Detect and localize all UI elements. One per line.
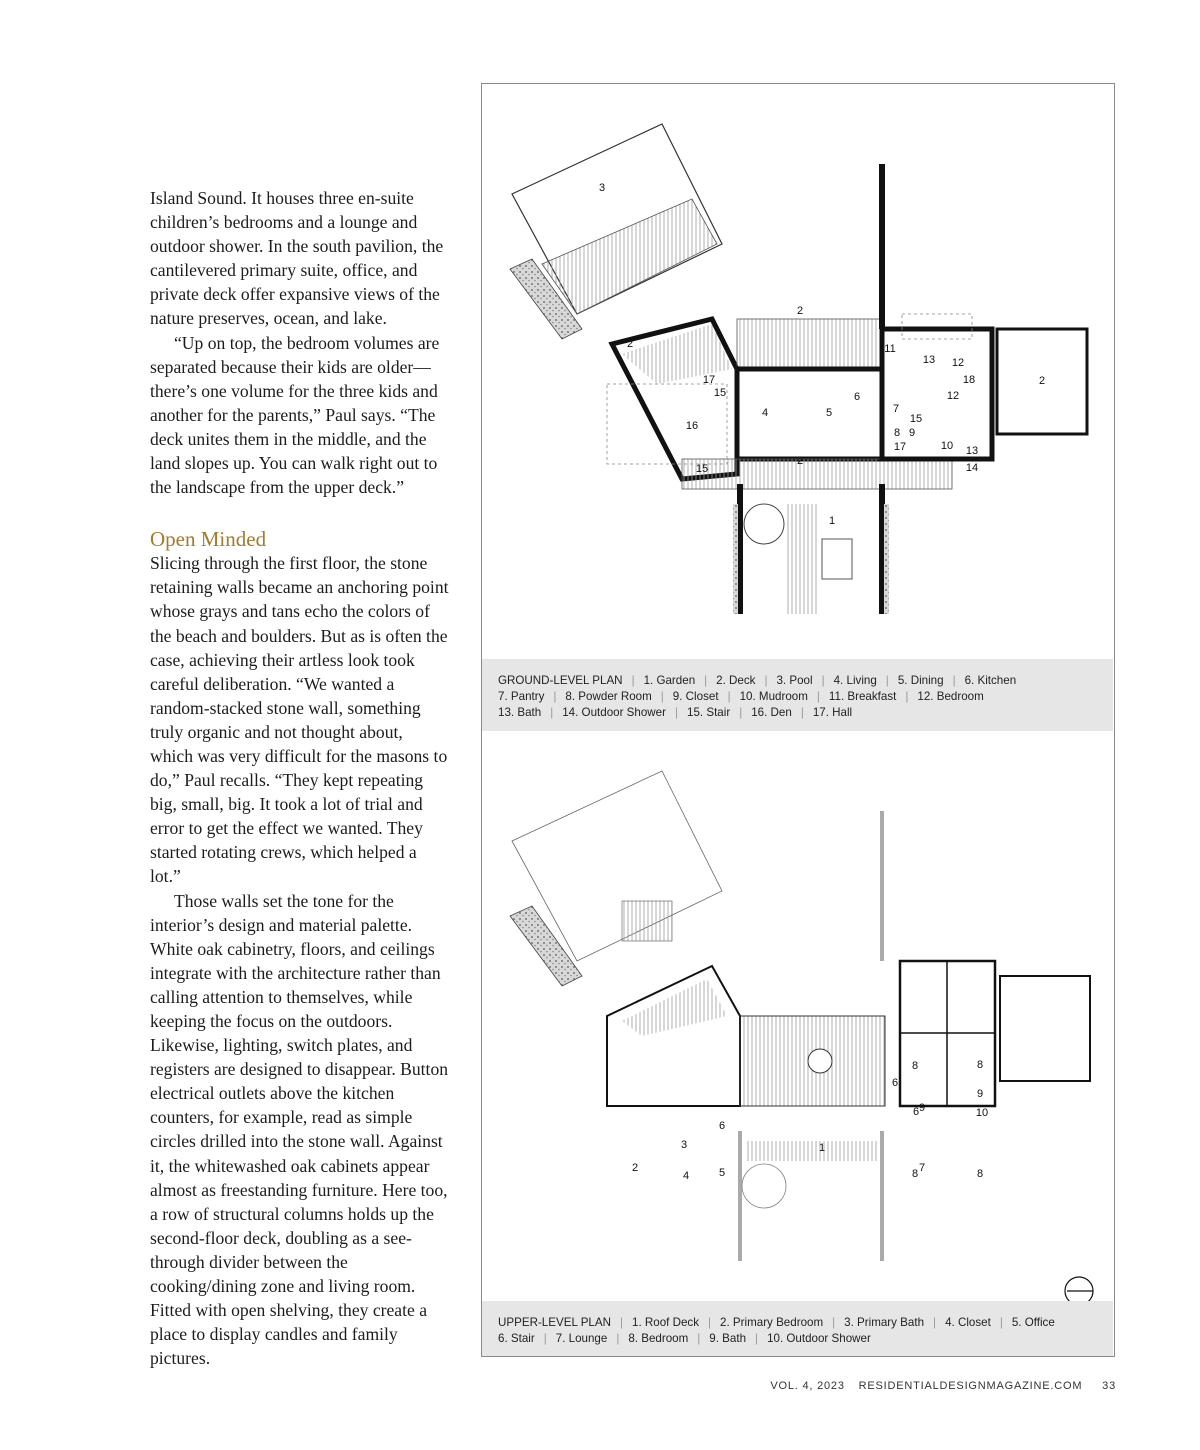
legend-item: 1. Roof Deck <box>632 1316 700 1329</box>
room-label: 10 <box>940 440 954 452</box>
article-section-intro <box>150 186 450 499</box>
room-label: 8 <box>976 1059 984 1071</box>
tree <box>744 504 784 544</box>
room-label: 15 <box>713 387 727 399</box>
room-label: 18 <box>962 374 976 386</box>
legend-separator: | <box>832 1316 836 1329</box>
room-label: 1 <box>828 515 836 527</box>
room-label: 9 <box>976 1088 984 1100</box>
room-label: 12 <box>951 357 965 369</box>
legend-item: 7. Pantry <box>498 690 545 703</box>
legend-item: 6. Kitchen <box>964 674 1017 687</box>
legend-item: 4. Closet <box>945 1316 991 1329</box>
legend-separator: | <box>739 706 743 719</box>
legend-separator: | <box>697 1332 701 1345</box>
article-paragraph: “Up on top, the bedroom volumes are separated because their kids are older—there’s one volume for the three kids and another for the parents,” Paul says. “The deck unites them in the middle, and the land slopes up. You can walk right out to the landscape from the upper deck.” <box>150 332 440 498</box>
legend-row <box>498 1331 1097 1347</box>
legend-item: 16. Den <box>751 706 792 719</box>
legend-item: 13. Bath <box>498 706 542 719</box>
legend-item: 6. Stair <box>498 1332 535 1345</box>
legend-item: 3. Pool <box>776 674 813 687</box>
legend-item: 8. Bedroom <box>628 1332 689 1345</box>
legend-item: 14. Outdoor Shower <box>562 706 666 719</box>
article-paragraph: Those walls set the tone for the interior’s design and material palette. White oak cabinetry, floors, and ceilings integrate with the architecture rather than calling attention to themselves, while keeping the focus on the outdoors. Likewise, lighting, switch plates, and registers are designed to disappear. Button electrical outlets above the kitchen counters, for example, read as simple circles drilled into the stone wall. Against it, the whitewashed oak cabinets appear almost as freestanding furniture. Here too, a row of structural columns holds up the second-floor deck, doubling as a see-through divider between the cooking/dining zone and living room. Fitted with open shelving, they create a place to display candles and family pictures. <box>150 890 449 1369</box>
room-label: 5 <box>718 1167 726 1179</box>
room-label: 2 <box>626 338 634 350</box>
room-label: 2 <box>1038 375 1046 387</box>
room-label: 13 <box>965 445 979 457</box>
room-label: 7 <box>918 1162 926 1174</box>
upper-stair-block <box>622 901 672 941</box>
legend-separator: | <box>708 1316 712 1329</box>
article-section-open-minded <box>150 551 450 1370</box>
room-label: 10 <box>975 1107 989 1119</box>
room-label: 2 <box>796 305 804 317</box>
room-label: 12 <box>946 390 960 402</box>
legend-separator: | <box>660 690 664 703</box>
east-wing <box>882 329 992 459</box>
legend-separator: | <box>999 1316 1003 1329</box>
legend-separator: | <box>885 674 889 687</box>
legend-row <box>498 705 1097 721</box>
legend-item: 15. Stair <box>687 706 731 719</box>
floor-plans-panel <box>481 83 1115 1357</box>
section-heading: Open Minded <box>150 527 267 552</box>
room-label: 6 <box>891 1077 899 1089</box>
legend-separator: | <box>543 1332 547 1345</box>
room-label: 2 <box>796 455 804 467</box>
legend-item: 7. Lounge <box>555 1332 608 1345</box>
primary-deck-hatch <box>622 979 727 1036</box>
legend-item: 8. Powder Room <box>565 690 652 703</box>
central-deck-top <box>737 319 882 369</box>
room-label: 2 <box>631 1162 639 1174</box>
stone-wall-upper <box>510 906 582 986</box>
room-label: 7 <box>892 403 900 415</box>
legend-item: 12. Bedroom <box>917 690 984 703</box>
upper-level-legend <box>482 1301 1113 1356</box>
legend-row <box>498 673 1097 689</box>
legend-item: 2. Deck <box>716 674 756 687</box>
room-label: 6 <box>853 391 861 403</box>
legend-separator: | <box>952 674 956 687</box>
room-label: 17 <box>702 374 716 386</box>
legend-row <box>498 1315 1097 1331</box>
legend-separator: | <box>755 1332 759 1345</box>
north-arrow-icon <box>1065 1277 1093 1301</box>
legend-item: 11. Breakfast <box>828 690 897 703</box>
legend-row <box>498 689 1097 705</box>
roof-deck-table <box>808 1049 832 1073</box>
room-label: 3 <box>598 182 606 194</box>
site-label: RESIDENTIALDESIGNMAGAZINE.COM <box>858 1380 1083 1392</box>
legend-item: 10. Outdoor Shower <box>767 1332 871 1345</box>
room-label: 8 <box>911 1060 919 1072</box>
legend-item: 5. Dining <box>897 674 944 687</box>
plan-title: UPPER-LEVEL PLAN <box>498 1316 611 1329</box>
legend-separator: | <box>550 706 554 719</box>
upper-deck-hatch <box>542 199 717 314</box>
legend-item: 9. Closet <box>672 690 719 703</box>
legend-separator: | <box>704 674 708 687</box>
central-living <box>737 369 882 459</box>
legend-separator: | <box>764 674 768 687</box>
room-label: 17 <box>893 441 907 453</box>
den-deck-hatch <box>622 324 732 384</box>
room-label: 13 <box>922 354 936 366</box>
room-label: 15 <box>695 463 709 475</box>
room-label: 6 <box>912 1106 920 1118</box>
legend-item: 5. Office <box>1011 1316 1055 1329</box>
legend-separator: | <box>905 690 909 703</box>
room-label: 4 <box>761 407 769 419</box>
legend-separator: | <box>616 1332 620 1345</box>
legend-separator: | <box>674 706 678 719</box>
room-label: 11 <box>884 343 896 355</box>
legend-separator: | <box>553 690 557 703</box>
volume-label: VOL. 4, 2023 <box>770 1380 845 1392</box>
legend-separator: | <box>727 690 731 703</box>
legend-item: 9. Bath <box>709 1332 747 1345</box>
primary-suite <box>607 966 740 1106</box>
room-label: 8 <box>893 427 901 439</box>
room-label: 15 <box>909 413 923 425</box>
room-label: 8 <box>976 1168 984 1180</box>
legend-separator: | <box>816 690 820 703</box>
legend-item: 1. Garden <box>643 674 696 687</box>
room-label: 5 <box>825 407 833 419</box>
room-label: 9 <box>918 1102 926 1114</box>
south-deck <box>682 459 952 489</box>
page-footer <box>760 1380 1116 1392</box>
legend-separator: | <box>619 1316 623 1329</box>
plan-title: GROUND-LEVEL PLAN <box>498 674 623 687</box>
article-paragraph: Island Sound. It houses three en-suite children’s bedrooms and a lounge and outdoor shower. In the south pavilion, the cantilevered primary suite, office, and private deck offer expansive views of the nature preserves, ocean, and lake. <box>150 188 444 329</box>
room-label: 4 <box>682 1170 690 1182</box>
legend-item: 10. Mudroom <box>739 690 808 703</box>
room-label: 6 <box>718 1120 726 1132</box>
room-label: 9 <box>908 427 916 439</box>
article-body <box>150 186 450 1370</box>
ground-level-legend <box>482 659 1113 731</box>
article-paragraph: Slicing through the first floor, the stone retaining walls became an anchoring point whose grays and tans echo the colors of the beach and boulders. But as is often the case, achieving their artless look took careful deliberation. “We wanted a random-stacked stone wall, something truly organic and not thought about, which was very difficult for the masons to do,” Paul recalls. “They kept repeating big, small, big. It took a lot of trial and error to get the effect we wanted. They started rotating crews, which helped a lot.” <box>150 553 449 887</box>
room-label: 14 <box>965 462 979 474</box>
page-number: 33 <box>1102 1380 1116 1392</box>
upper-level-plan-drawing <box>482 731 1116 1301</box>
room-label: 3 <box>680 1139 688 1151</box>
room-label: 16 <box>685 420 699 432</box>
garden-steps <box>787 504 817 614</box>
legend-item: 3. Primary Bath <box>844 1316 925 1329</box>
room-label: 8 <box>911 1168 919 1180</box>
legend-separator: | <box>631 674 635 687</box>
legend-item: 4. Living <box>833 674 877 687</box>
legend-separator: | <box>933 1316 937 1329</box>
ground-level-plan-drawing <box>482 84 1116 659</box>
legend-item: 17. Hall <box>812 706 853 719</box>
legend-item: 2. Primary Bedroom <box>720 1316 824 1329</box>
legend-separator: | <box>821 674 825 687</box>
legend-separator: | <box>800 706 804 719</box>
room-label: 1 <box>818 1142 826 1154</box>
